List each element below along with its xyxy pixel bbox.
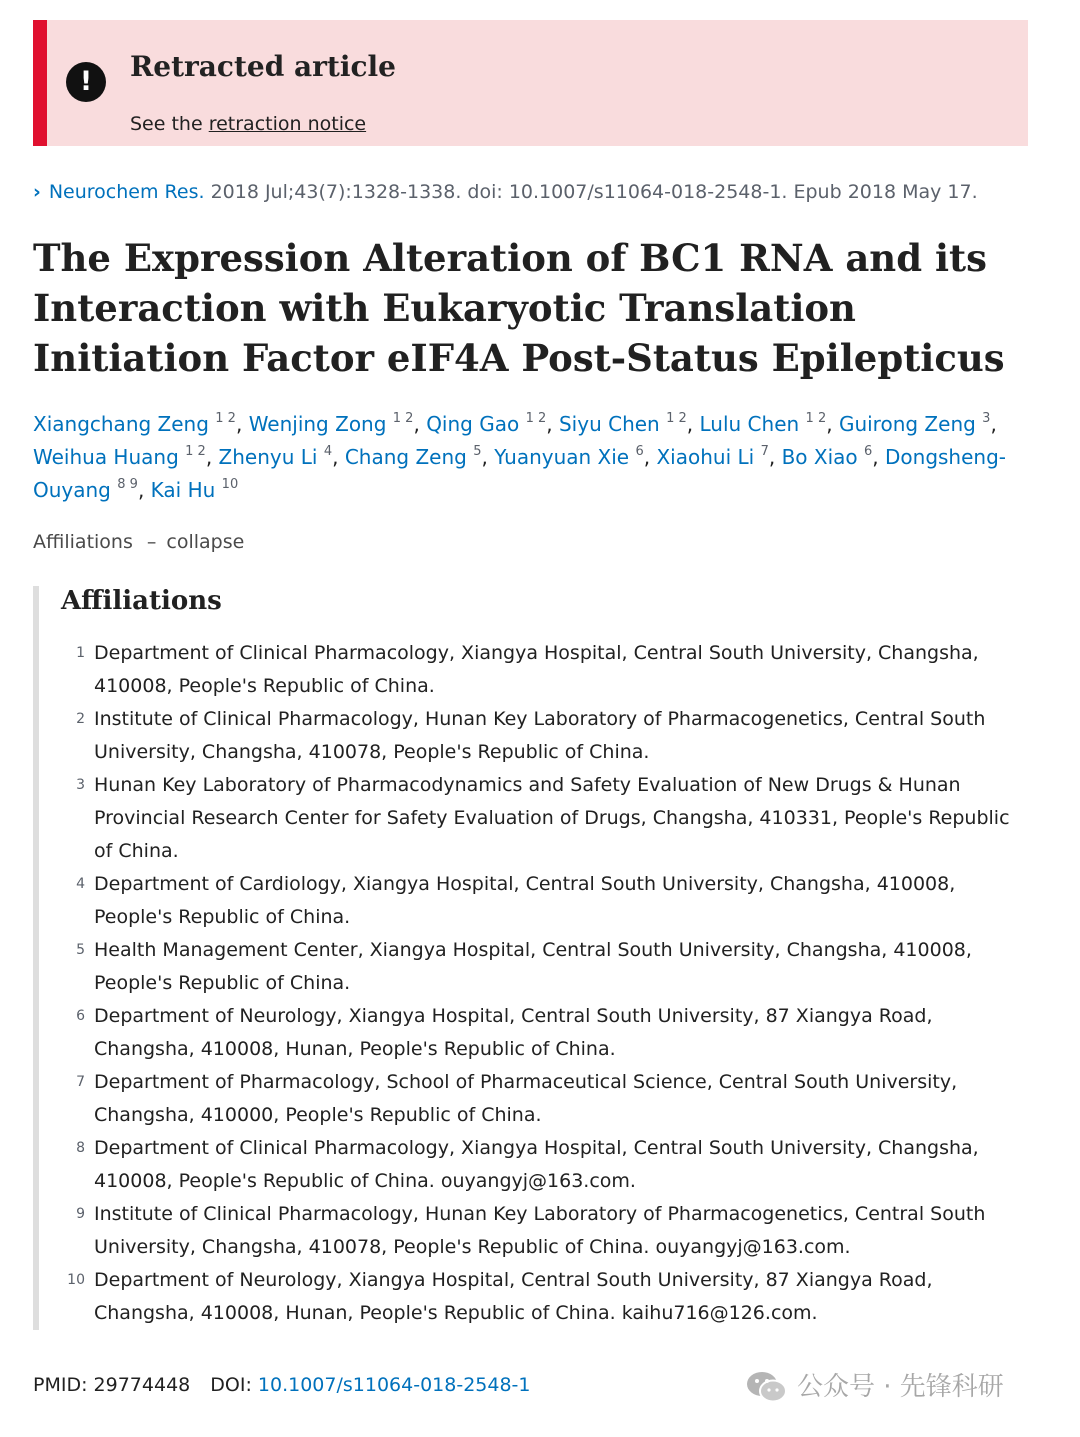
affiliation-number: 1: [76, 645, 85, 661]
affiliation-text: Institute of Clinical Pharmacology, Hunan Key Laboratory of Pharmacogenetics, Central South University, Changsha, 410078, People's Republic of China.: [94, 708, 986, 763]
affiliation-number: 8: [76, 1140, 85, 1156]
citation-line: [33, 179, 1043, 205]
author-affiliation-ref[interactable]: 10: [221, 477, 239, 492]
author-link[interactable]: Zhenyu Li: [218, 445, 318, 469]
affiliation-number: 9: [76, 1206, 85, 1222]
watermark-text: 公众号 · 先锋科研: [797, 1372, 1004, 1402]
affiliation-number: 10: [67, 1272, 85, 1288]
affiliation-text: Department of Neurology, Xiangya Hospital, Central South University, 87 Xiangya Road, Changsha, 410008, Hunan, People's Republic of China.: [94, 1005, 933, 1060]
author-link[interactable]: Guirong Zeng: [838, 412, 976, 436]
affiliation-number: 2: [76, 711, 85, 727]
affiliations-heading: Affiliations: [61, 586, 222, 616]
affiliations-list: [39, 637, 1029, 1330]
banner-title: Retracted article: [130, 50, 396, 83]
dash-icon: –: [146, 531, 157, 553]
banner-subtitle: [130, 112, 366, 136]
affiliations-toggle-label: Affiliations: [33, 531, 133, 553]
affiliations-panel: [33, 586, 1023, 1330]
wechat-icon: [745, 1370, 789, 1404]
author-list: Xiangchang Zeng $^{1 2}$, Wenjing Zong $^{1 2}$, Qing Gao $^{1 2}$, Siyu Chen $^{1 2}$, Lulu Chen $^{1 2}$, Guirong Zeng $^3$, Weihua Huang $^{1 2}$, Zhenyu Li $^4$, Chang Zeng $^5$, Yuanyuan Xie $^6$, Xiaohui Li $^7$, Bo Xiao $^6$, Dongsheng-Ouyang $^{8 9}$, Kai Hu $^{10}$: [33, 411, 1006, 502]
author-link[interactable]: Xiaohui Li: [656, 445, 755, 469]
author-affiliation-ref[interactable]: 1 2: [666, 411, 687, 426]
affiliation-number: 6: [76, 1008, 85, 1024]
author-affiliation-ref[interactable]: 8 9: [117, 477, 138, 492]
exclamation-icon: !: [66, 62, 106, 102]
author-affiliation-ref[interactable]: 6: [635, 444, 644, 459]
affiliation-number: 4: [76, 876, 85, 892]
watermark: [745, 1370, 1004, 1404]
retraction-notice-link[interactable]: retraction notice: [208, 113, 367, 135]
author-link[interactable]: Bo Xiao: [781, 445, 858, 469]
affiliation-item: [39, 1000, 1029, 1066]
author-link[interactable]: Lulu Chen: [699, 412, 800, 436]
author-link[interactable]: Kai Hu: [150, 478, 216, 502]
affiliation-number: 5: [76, 942, 85, 958]
affiliation-number: 7: [76, 1074, 85, 1090]
author-affiliation-ref[interactable]: 1 2: [525, 411, 547, 426]
chevron-right-icon: ›: [33, 181, 41, 203]
author-affiliation-ref[interactable]: 4: [323, 444, 333, 459]
author-affiliation-ref[interactable]: 1 2: [215, 411, 236, 426]
journal-link[interactable]: Neurochem Res.: [48, 181, 205, 203]
affiliation-item: [39, 1198, 1029, 1264]
affiliation-text: Department of Clinical Pharmacology, Xiangya Hospital, Central South University, Changsha, 410008, People's Republic of China.: [94, 642, 979, 697]
author-link[interactable]: Yuanyuan Xie: [494, 445, 630, 469]
banner-subtitle-prefix: See the: [130, 113, 209, 135]
author-link[interactable]: Qing Gao: [426, 412, 520, 436]
affiliation-text: Department of Neurology, Xiangya Hospital, Central South University, 87 Xiangya Road, Changsha, 410008, Hunan, People's Republic of China. kaihu716@126.com.: [94, 1269, 933, 1324]
author-affiliation-ref[interactable]: 5: [473, 444, 482, 459]
author-affiliation-ref[interactable]: 7: [760, 444, 769, 459]
retracted-banner: [33, 20, 1028, 146]
affiliation-item: [39, 769, 1029, 868]
author-affiliation-ref[interactable]: 1 2: [805, 411, 827, 426]
author-link[interactable]: Siyu Chen: [558, 412, 660, 436]
collapse-button[interactable]: collapse: [166, 531, 245, 553]
pmid-label: PMID:: [33, 1374, 88, 1396]
citation-details: 2018 Jul;43(7):1328-1338. doi: 10.1007/s11064-018-2548-1. Epub 2018 May 17.: [210, 181, 978, 203]
author-affiliation-ref[interactable]: 3: [982, 411, 991, 426]
affiliation-item: [39, 637, 1029, 703]
affiliation-item: [39, 1066, 1029, 1132]
affiliation-text: Health Management Center, Xiangya Hospital, Central South University, Changsha, 410008, People's Republic of China.: [94, 939, 972, 994]
affiliation-text: Department of Clinical Pharmacology, Xiangya Hospital, Central South University, Changsha, 410008, People's Republic of China. ouyangyj@163.com.: [94, 1137, 979, 1192]
affiliation-text: Department of Pharmacology, School of Pharmaceutical Science, Central South University, Changsha, 410000, People's Republic of China.: [94, 1071, 958, 1126]
doi-label: DOI:: [210, 1374, 252, 1396]
author-link[interactable]: Weihua Huang: [33, 445, 179, 469]
author-link[interactable]: Wenjing Zong: [248, 412, 387, 436]
identifiers: [33, 1372, 531, 1398]
author-link[interactable]: Chang Zeng: [344, 445, 467, 469]
affiliation-text: Hunan Key Laboratory of Pharmacodynamics and Safety Evaluation of New Drugs & Hunan Provincial Research Center for Safety Evaluation of Drugs, Changsha, 410331, People's Republic of China.: [94, 774, 1010, 862]
affiliations-toggle[interactable]: [33, 529, 244, 555]
affiliation-text: Department of Cardiology, Xiangya Hospital, Central South University, Changsha, 410008, People's Republic of China.: [94, 873, 956, 928]
affiliation-item: [39, 703, 1029, 769]
affiliation-item: [39, 1264, 1029, 1330]
author-affiliation-ref[interactable]: 1 2: [185, 444, 206, 459]
affiliation-text: Institute of Clinical Pharmacology, Hunan Key Laboratory of Pharmacogenetics, Central South University, Changsha, 410078, People's Republic of China. ouyangyj@163.com.: [94, 1203, 986, 1258]
doi-link[interactable]: 10.1007/s11064-018-2548-1: [257, 1374, 531, 1396]
pmid-value: 29774448: [93, 1374, 191, 1396]
affiliation-item: [39, 868, 1029, 934]
article-title: The Expression Alteration of BC1 RNA and its Interaction with Eukaryotic Translation Initiation Factor eIF4A Post-Status Epilepticus: [33, 236, 1005, 380]
author-affiliation-ref[interactable]: 1 2: [392, 411, 414, 426]
affiliation-item: [39, 934, 1029, 1000]
author-link[interactable]: Dongsheng-Ouyang: [33, 445, 1006, 502]
affiliation-item: [39, 1132, 1029, 1198]
author-link[interactable]: Xiangchang Zeng: [33, 412, 209, 436]
affiliation-number: 3: [76, 777, 85, 793]
author-affiliation-ref[interactable]: 6: [864, 444, 873, 459]
